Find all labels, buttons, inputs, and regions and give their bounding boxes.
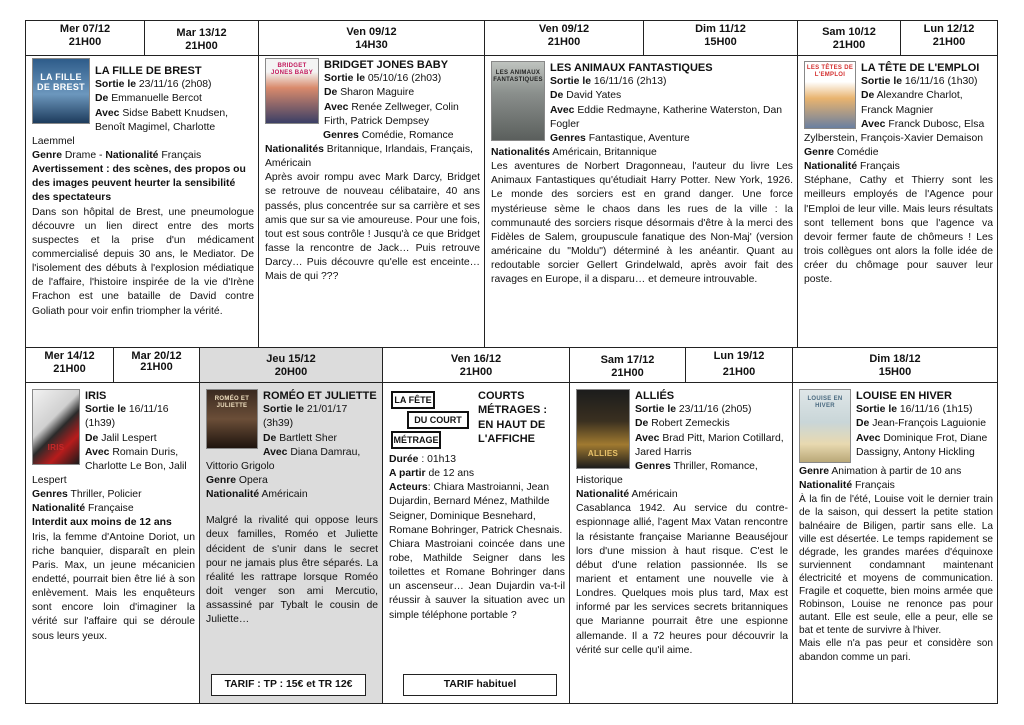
poster-louise-en-hiver: LOUISE EN HIVER xyxy=(799,389,851,463)
film-title: LOUISE EN HIVER xyxy=(856,390,952,402)
synopsis: À la fin de l'été, Louise voit le dernier train de la saison, qui dessert la petite station balnéaire de Biligen, partir sans elle. La ville est désertée. Le temps rapidement se dégrade, les grandes marées d'équinoxe surviennent condamnant maintenant électricité et moyens de communication. Fragile et coquette, bien moins armée que Robinson, Louise ne renonce pas pour autant. Elle est seule, elle a peur, elle se bat et tente de survivre à l'hiver. xyxy=(799,494,993,637)
film-cell-courts-metrages: LA FÊTE DU COURT MÉTRAGE COURTS MÉTRAGES : EN HAUT DE L'AFFICHE Durée : 01h13 A partir de 12 ans Acteurs: Chiara Mastroianni, Jean Dujardin, Bernard Ménez, Mathilde Seigner, Dominique Besnehard, Romane Bohringer, Patrick Chesnais. Chiara Mastroiani coincée dans une robe, Mathilde Seigner dans les toilettes et Romane Bohringer dans un ascenseur… Jean Dujardin va-t-il réussir à sauver la situation avec un simple téléphone portable ? TARIF habituel xyxy=(382,382,570,704)
synopsis: Casablanca 1942. Au service du contre-espionnage allié, l'agent Max Vatan rencontre la résistante française Marianne Beauséjour lors d'une mission à haut risque. C'est le début d'une relation passionnée. Ils se marient et entament une nouvelle vie à Londres. Quelques mois plus tard, Max est informé par les services secrets britanniques que Marianne pourrait être une espionne allemande. Il a 72 heures pour découvrir la vérité sur celle qu'il aime. xyxy=(576,503,788,656)
date-header-13: Lun 19/12 21H00 xyxy=(685,347,793,383)
date-header-7: Lun 12/12 21H00 xyxy=(900,20,998,56)
date-header-6: Sam 10/12 21H00 xyxy=(797,20,901,56)
synopsis: Dans son hôpital de Brest, une pneumologue découvre un lien direct entre des morts suspectes et la prise d'un médicament commercialisé depuis 30 ans, le Mediator. De l'isolement des débuts à l'explosion médiatique de l'affaire, l'histoire inspirée de la vie d'Irène Frachon est une bataille de David contre Goliath pour voir enfin triompher la vérité. xyxy=(32,206,254,317)
film-title: ROMÉO ET JULIETTE xyxy=(263,390,377,402)
film-cell-bridget-jones-baby: BRIDGET JONES BABY BRIDGET JONES BABY Sortie le 05/10/16 (2h03) De Sharon Maguire Avec Renée Zellweger, Colin Firth, Patrick Dempsey Genres Comédie, Romance Nationalités Britannique, Irlandais, Français, Américain Après avoir rompu avec Mark Darcy, Bridget se retrouve de nouveau célibataire, 40 ans passés, plus concentrée sur sa carrière et ses amis que sur sa vie amoureuse. Pour une fois, tout est sous contrôle ! Jusqu'à ce que Bridget fasse la rencontre de Jack… Puis retrouve Darcy… Puis découvre qu'elle est enceinte… Mais de qui ??? xyxy=(258,55,485,348)
synopsis: Chiara Mastroiani coincée dans une robe, Mathilde Seigner dans les toilettes et Romane Bohringer dans un ascenseur… Jean Dujardin va-t-il réussir à sauver la situation avec un simple téléphone portable ? xyxy=(389,538,565,621)
film-title: ALLIÉS xyxy=(635,390,675,402)
poster-romeo-et-juliette: ROMÉO ET JULIETTE xyxy=(206,389,258,449)
synopsis: Les aventures de Norbert Dragonneau, l'auteur du livre Les Animaux Fantastiques qu'étudiait Harry Potter. New York, 1926. Le monde des sorciers est en grand danger. Une force mystérieuse sème le chaos dans les rues de la ville : la communauté des sorciers risque désormais d'être à la merci des Fidèles de Salem, groupuscule fanatique des Non-Maj' (version américaine du "Moldu") déterminé à les anéantir. Quant au redoutable sorcier Gellert Grindelwald, après avoir fait des ravages en Europe, il a disparu… et demeure introuvable. xyxy=(491,161,793,286)
synopsis: Iris, la femme d'Antoine Doriot, un riche banquier, disparaît en plein Paris. Max, un jeune mécanicien endetté, pourrait bien être lié à son enlèvement. Mais les enquêteurs sont encore loin d'imaginer la vérité sur l'affaire qui se déroule sous leurs yeux. xyxy=(32,531,195,642)
film-title: COURTS MÉTRAGES : EN HAUT DE L'AFFICHE xyxy=(478,390,548,445)
film-cell-la-fille-de-brest: LA FILLE DE BREST LA FILLE DE BREST Sortie le 23/11/16 (2h08) De Emmanuelle Bercot Avec Sidse Babett Knudsen, Benoît Magimel, Charlotte Laemmel Genre Drame - Nationalité Français Avertissement : des scènes, des propos ou des images peuvent heurter la sensibilité des spectateurs Dans son hôpital de Brest, une pneumologue découvre un lien direct entre des morts suspectes et la prise d'un médicament commercialisé depuis 30 ans, le Mediator. De l'isolement des débuts à l'explosion médiatique de l'affaire, l'histoire inspirée de la vie d'Irène Frachon est une bataille de David contre Goliath pour voir enfin triompher la vérité. xyxy=(25,55,259,348)
poster-la-fille-de-brest: LA FILLE DE BREST xyxy=(32,58,90,124)
synopsis: Après avoir rompu avec Mark Darcy, Bridget se retrouve de nouveau célibataire, 40 ans passés, plus concentrée sur sa carrière et ses amis que sur sa vie amoureuse. Pour une fois, tout est sous contrôle ! Jusqu'à ce que Bridget fasse la rencontre de Jack… Puis retrouve Darcy… Puis découvre qu'elle est enceinte… Mais de qui ??? xyxy=(265,172,480,283)
film-cell-romeo-et-juliette: ROMÉO ET JULIETTE ROMÉO ET JULIETTE Sortie le 21/01/17 (3h39) De Bartlett Sher Avec Diana Damrau, Vittorio Grigolo Genre Opera Nationalité Américain Malgré la rivalité qui oppose leurs deux familles, Roméo et Juliette décident de s'unir dans le secret pour ne jamais plus être séparés. La réalité les rattrape lorsque Roméo doit venger son ami Mercutio, assassiné par Tybalt le cousin de Juliette… TARIF : TP : 15€ et TR 12€ xyxy=(199,382,383,704)
date-header-2: Mar 13/12 21H00 xyxy=(144,20,259,56)
warning-text: Interdit aux moins de 12 ans xyxy=(32,517,172,529)
film-cell-louise-en-hiver: LOUISE EN HIVER LOUISE EN HIVER Sortie le 16/11/16 (1h15) De Jean-François Laguionie Avec Dominique Frot, Diane Dassigny, Antony Hickling Genre Animation à partir de 10 ans Nationalité Français À la fin de l'été, Louise voit le dernier train de la saison, qui dessert la petite station balnéaire de Biligen, partir sans elle. La ville est désertée. Le temps rapidement se dégrade, les grandes marées d'équinoxe surviennent condamnant maintenant électricité et moyens de communication. Fragile et coquette, bien moins armée que Robinson, Louise ne renonce pas pour autant. Elle est seule, elle a peur, elle se bat et tente de survivre à l'hiver. Mais elle n'a pas peur et considère son abandon comme un pari. xyxy=(792,382,998,704)
date-header-9: Mar 20/12 21H00 xyxy=(113,347,200,383)
warning-text: Avertissement : des scènes, des propos ou des images peuvent heurter la sensibilité des spectateurs xyxy=(32,164,246,204)
film-title: LES ANIMAUX FANTASTIQUES xyxy=(550,62,713,74)
date-header-11: Ven 16/12 21H00 xyxy=(382,347,570,383)
poster-allies: ALLIES xyxy=(576,389,630,469)
film-cell-les-animaux-fantastiques: LES ANIMAUX FANTASTIQUES LES ANIMAUX FANTASTIQUES Sortie le 16/11/16 (2h13) De David Yates Avec Eddie Redmayne, Katherine Waterston, Dan Fogler Genres Fantastique, Aventure Nationalités Américain, Britannique Les aventures de Norbert Dragonneau, l'auteur du livre Les Animaux Fantastiques qu'étudiait Harry Potter. New York, 1926. Le monde des sorciers est en grand danger. Une force mystérieuse sème le chaos dans les rues de la ville : la communauté des sorciers risque désormais d'être à la merci des Fidèles de Salem, groupuscule fanatique des Non-Maj' (version américaine du "Moldu") déterminé à les anéantir. Quant au redoutable sorcier Gellert Grindelwald, après avoir fait des ravages en Europe, il a disparu… et demeure introuvable. xyxy=(484,55,798,348)
date-header-14: Dim 18/12 15H00 xyxy=(792,347,998,383)
synopsis: Malgré la rivalité qui oppose leurs deux familles, Roméo et Juliette décident de s'unir dans le secret pour ne jamais plus être séparés. La réalité les rattrape lorsque Roméo doit venger son ami Mercutio, assassiné par Tybalt le cousin de Juliette… xyxy=(206,515,378,626)
synopsis-end: Mais elle n'a pas peur et considère son abandon comme un pari. xyxy=(799,638,993,663)
film-title: LA TÊTE DE L'EMPLOI xyxy=(861,62,980,74)
date-header-1: Mer 07/12 21H00 xyxy=(25,20,145,56)
date-header-4: Ven 09/12 21H00 xyxy=(484,20,644,56)
date-header-8: Mer 14/12 21H00 xyxy=(25,347,114,383)
film-cell-iris: IRIS IRIS Sortie le 16/11/16 (1h39) De Jalil Lespert Avec Romain Duris, Charlotte Le Bon, Jalil Lespert Genres Thriller, Policier Nationalité Française Interdit aux moins de 12 ans Iris, la femme d'Antoine Doriot, un riche banquier, disparaît en plein Paris. Max, un jeune mécanicien endetté, pourrait bien être lié à son enlèvement. Mais les enquêteurs sont encore loin d'imaginer la vérité sur l'affaire qui se déroule sous leurs yeux. xyxy=(25,382,200,704)
poster-les-animaux-fantastiques: LES ANIMAUX FANTASTIQUES xyxy=(491,61,545,141)
date-header-12: Sam 17/12 21H00 xyxy=(569,347,686,383)
film-cell-allies: ALLIES ALLIÉS Sortie le 23/11/16 (2h05) De Robert Zemeckis Avec Brad Pitt, Marion Cotillard, Jared Harris Genres Thriller, Romance, Historique Nationalité Américain Casablanca 1942. Au service du contre-espionnage allié, l'agent Max Vatan rencontre la résistante française Marianne Beauséjour lors d'une mission à haut risque. C'est le début d'une relation passionnée. Ils se marient et entament une nouvelle vie à Londres. Quelques mois plus tard, Max est informé par les services secrets britanniques que Marianne pourrait être une espionne allemande. Il a 72 heures pour découvrir la vérité sur celle qu'il aime. xyxy=(569,382,793,704)
tarif-box: TARIF habituel xyxy=(403,674,557,696)
film-cell-la-tete-de-l-emploi: LES TÊTES DE L'EMPLOI LA TÊTE DE L'EMPLOI Sortie le 16/11/16 (1h30) De Alexandre Charlot, Franck Magnier Avec Franck Dubosc, Elsa Zylberstein, François-Xavier Demaison Genre Comédie Nationalité Français Stéphane, Cathy et Thierry sont les meilleurs employés de l'Agence pour l'Emploi de leur ville. Mais leurs résultats sont tellement bons que l'agence va devoir fermer faute de chômeurs ! Les trois collègues ont alors la folle idée de créer du chômage pour sauver leur poste. xyxy=(797,55,998,348)
date-header-3: Ven 09/12 14H30 xyxy=(258,20,485,56)
poster-bridget-jones-baby: BRIDGET JONES BABY xyxy=(265,58,319,124)
poster-fete-du-court-metrage: LA FÊTE DU COURT MÉTRAGE xyxy=(389,389,473,451)
date-header-10: Jeu 15/12 20H00 xyxy=(199,347,383,383)
film-title: BRIDGET JONES BABY xyxy=(324,59,449,71)
tarif-box: TARIF : TP : 15€ et TR 12€ xyxy=(211,674,366,696)
date-header-5: Dim 11/12 15H00 xyxy=(643,20,798,56)
synopsis: Stéphane, Cathy et Thierry sont les meilleurs employés de l'Agence pour l'Emploi de leur ville. Mais leurs résultats sont tellement bons que l'agence va devoir fermer faute de chômeurs ! Les trois collègues ont alors la folle idée de créer du chômage pour sauver leur poste. xyxy=(804,175,993,286)
film-title: IRIS xyxy=(85,390,107,402)
poster-iris: IRIS xyxy=(32,389,80,465)
film-title: LA FILLE DE BREST xyxy=(95,65,202,77)
poster-la-tete-de-l-emploi: LES TÊTES DE L'EMPLOI xyxy=(804,61,856,129)
